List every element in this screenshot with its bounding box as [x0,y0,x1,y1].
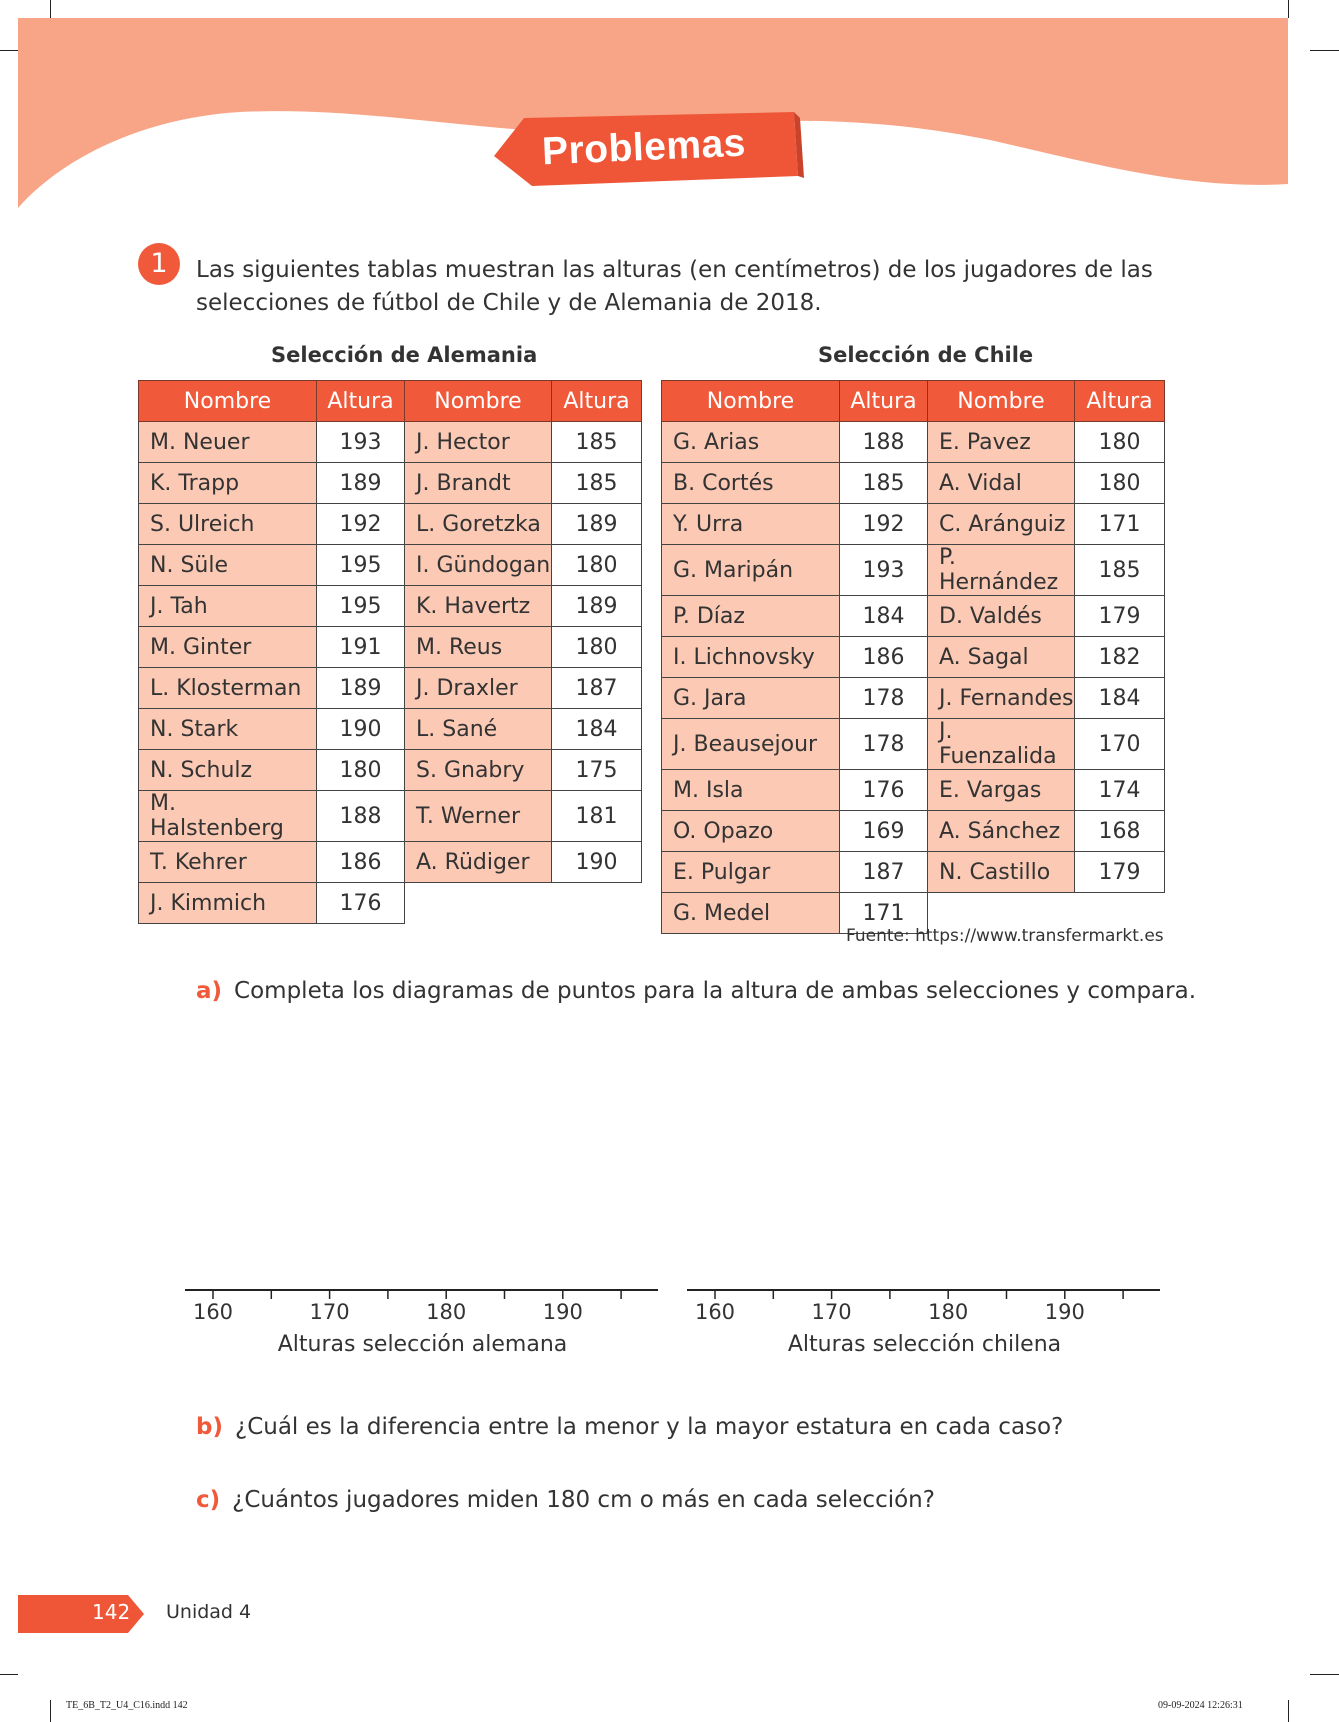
player-name-cell: M. Isla [662,770,840,811]
player-height-cell: 185 [552,422,642,463]
player-name-cell: M. Neuer [139,422,317,463]
print-slug-file: TE_6B_T2_U4_C16.indd 142 [66,1700,188,1711]
player-height-cell: 193 [840,545,928,596]
player-height-cell: 185 [840,463,928,504]
player-height-cell: 174 [1075,770,1165,811]
chile-tick-label: 160 [694,1300,736,1324]
player-name-cell: T. Kehrer [139,842,317,883]
player-name-cell: N. Castillo [928,852,1075,893]
data-source: Fuente: https://www.transfermarkt.es [846,926,1164,946]
player-name-cell: K. Havertz [405,586,552,627]
player-height-cell: 192 [840,504,928,545]
player-height-cell: 182 [1075,637,1165,678]
player-height-cell: 176 [317,883,405,924]
player-name-cell: K. Trapp [139,463,317,504]
player-name-cell: N. Süle [139,545,317,586]
player-name-cell: I. Lichnovsky [662,637,840,678]
player-height-cell: 192 [317,504,405,545]
player-name-cell: A. Sánchez [928,811,1075,852]
player-name-cell: L. Goretzka [405,504,552,545]
column-header-name: Nombre [928,381,1075,422]
player-name-cell: P. Díaz [662,596,840,637]
player-name-cell: J. Tah [139,586,317,627]
player-name-cell: T. Werner [405,791,552,842]
column-header-name: Nombre [139,381,317,422]
player-name-cell: N. Stark [139,709,317,750]
problem-number: 1 [138,243,180,285]
player-name-cell: N. Schulz [139,750,317,791]
chile-table-caption: Selección de Chile [818,343,1034,367]
germany-axis-label: Alturas selección alemana [277,1332,568,1357]
player-name-cell: S. Gnabry [405,750,552,791]
print-slug-date: 09-09-2024 12:26:31 [1158,1700,1243,1711]
player-name-cell: J. Hector [405,422,552,463]
player-height-cell: 184 [840,596,928,637]
chile-dot-plot [687,1290,1160,1299]
player-name-cell: E. Pavez [928,422,1075,463]
germany-dot-plot [185,1290,658,1299]
player-height-cell: 190 [552,842,642,883]
player-height-cell: 185 [552,463,642,504]
player-height-cell: 180 [317,750,405,791]
player-height-cell: 191 [317,627,405,668]
chile-axis-label: Alturas selección chilena [787,1332,1062,1357]
player-name-cell: M. Reus [405,627,552,668]
player-height-cell: 180 [1075,422,1165,463]
unit-label: Unidad 4 [166,1601,252,1623]
player-name-cell: A. Vidal [928,463,1075,504]
player-name-cell: O. Opazo [662,811,840,852]
germany-tick-label: 170 [309,1300,350,1324]
player-name-cell: G. Maripán [662,545,840,596]
player-name-cell: J. Fuenzalida [928,719,1075,770]
column-header-name: Nombre [662,381,840,422]
player-height-cell: 189 [552,504,642,545]
player-height-cell: 180 [552,545,642,586]
player-height-cell: 195 [317,586,405,627]
player-height-cell: 189 [552,586,642,627]
page-number: 142 [92,1600,131,1624]
player-height-cell: 189 [317,463,405,504]
germany-tick-label: 190 [542,1300,583,1324]
player-height-cell: 189 [317,668,405,709]
player-height-cell: 195 [317,545,405,586]
player-name-cell: J. Fernandes [928,678,1075,719]
player-name-cell: J. Beausejour [662,719,840,770]
question-b [196,1414,1063,1440]
player-name-cell: D. Valdés [928,596,1075,637]
player-height-cell: 184 [1075,678,1165,719]
column-header-height: Altura [552,381,642,422]
page-title: Problemas [541,121,747,174]
player-height-cell: 170 [1075,719,1165,770]
player-height-cell: 186 [840,637,928,678]
player-name-cell: A. Rüdiger [405,842,552,883]
question-label: c) [196,1487,221,1513]
question-label: a) [196,978,223,1004]
player-name-cell: G. Jara [662,678,840,719]
intro-line: Las siguientes tablas muestran las alturas (en centímetros) de los jugadores de las [196,257,1153,283]
chile-tick-label: 180 [928,1300,969,1324]
player-name-cell: E. Pulgar [662,852,840,893]
player-name-cell: S. Ulreich [139,504,317,545]
player-name-cell: I. Gündogan [405,545,552,586]
player-height-cell: 187 [552,668,642,709]
player-name-cell: E. Vargas [928,770,1075,811]
player-height-cell: 179 [1075,596,1165,637]
player-height-cell: 190 [317,709,405,750]
column-header-height: Altura [840,381,928,422]
question-label: b) [196,1414,223,1440]
player-name-cell: J. Kimmich [139,883,317,924]
player-name-cell: G. Arias [662,422,840,463]
player-height-cell: 193 [317,422,405,463]
player-name-cell: P. Hernández [928,545,1075,596]
player-name-cell: C. Aránguiz [928,504,1075,545]
player-name-cell: L. Sané [405,709,552,750]
intro-line: selecciones de fútbol de Chile y de Alemania de 2018. [196,290,822,316]
player-height-cell: 176 [840,770,928,811]
player-height-cell: 175 [552,750,642,791]
chile-tick-label: 170 [811,1300,852,1324]
player-name-cell: A. Sagal [928,637,1075,678]
player-height-cell: 171 [1075,504,1165,545]
germany-tick-label: 160 [192,1300,234,1324]
question-text: Completa los diagramas de puntos para la altura de ambas selecciones y compara. [234,978,1197,1004]
player-name-cell: M. Halstenberg [139,791,317,842]
player-height-cell: 180 [1075,463,1165,504]
column-header-height: Altura [1075,381,1165,422]
player-height-cell: 168 [1075,811,1165,852]
column-header-name: Nombre [405,381,552,422]
player-height-cell: 188 [840,422,928,463]
player-height-cell: 169 [840,811,928,852]
column-header-height: Altura [317,381,405,422]
player-height-cell: 171 [840,893,928,934]
player-height-cell: 187 [840,852,928,893]
player-height-cell: 179 [1075,852,1165,893]
player-height-cell: 185 [1075,545,1165,596]
player-name-cell: G. Medel [662,893,840,934]
question-text: ¿Cuántos jugadores miden 180 cm o más en cada selección? [232,1487,935,1513]
germany-tick-label: 180 [426,1300,467,1324]
player-height-cell: 180 [552,627,642,668]
player-height-cell: 184 [552,709,642,750]
player-height-cell: 188 [317,791,405,842]
germany-table-caption: Selección de Alemania [271,343,538,367]
chile-tick-label: 190 [1044,1300,1085,1324]
player-height-cell: 178 [840,678,928,719]
player-name-cell: M. Ginter [139,627,317,668]
player-height-cell: 181 [552,791,642,842]
player-name-cell: L. Klosterman [139,668,317,709]
player-height-cell: 178 [840,719,928,770]
player-name-cell: J. Draxler [405,668,552,709]
player-name-cell: J. Brandt [405,463,552,504]
player-name-cell: B. Cortés [662,463,840,504]
player-height-cell: 186 [317,842,405,883]
question-c [196,1487,935,1513]
player-name-cell: Y. Urra [662,504,840,545]
question-text: ¿Cuál es la diferencia entre la menor y la mayor estatura en cada caso? [234,1414,1064,1440]
